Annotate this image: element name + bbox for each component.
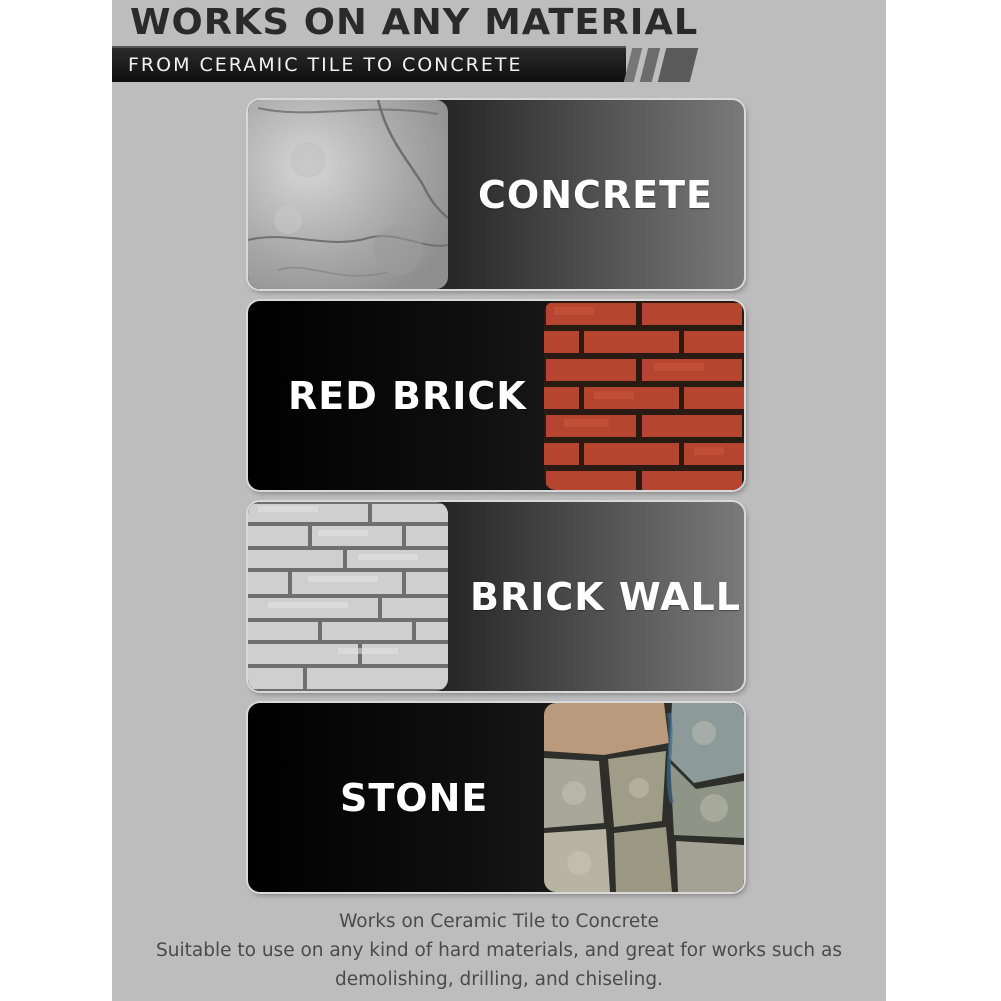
- subtitle-banner: [112, 46, 626, 82]
- material-label: CONCRETE: [478, 172, 713, 217]
- material-card-red-brick: [248, 301, 744, 490]
- subtitle-text: FROM CERAMIC TILE TO CONCRETE: [128, 54, 523, 76]
- material-card-stone: [248, 703, 744, 892]
- caption-line: Works on Ceramic Tile to Concrete: [339, 911, 659, 932]
- product-caption: [112, 907, 886, 994]
- material-card-concrete: [248, 100, 744, 289]
- material-label: BRICK WALL: [470, 574, 741, 619]
- red-brick-texture-image: [544, 301, 744, 490]
- caption-line: Suitable to use on any kind of hard materials, and great for works such as: [156, 940, 842, 961]
- concrete-texture-image: [248, 100, 448, 289]
- material-label: STONE: [340, 775, 489, 820]
- stone-texture-image: [544, 703, 744, 892]
- caption-line: demolishing, drilling, and chiseling.: [335, 969, 663, 990]
- headline: WORKS ON ANY MATERIAL: [130, 2, 699, 43]
- material-card-brick-wall: [248, 502, 744, 691]
- material-label: RED BRICK: [288, 373, 527, 418]
- brick-wall-texture-image: [248, 502, 448, 691]
